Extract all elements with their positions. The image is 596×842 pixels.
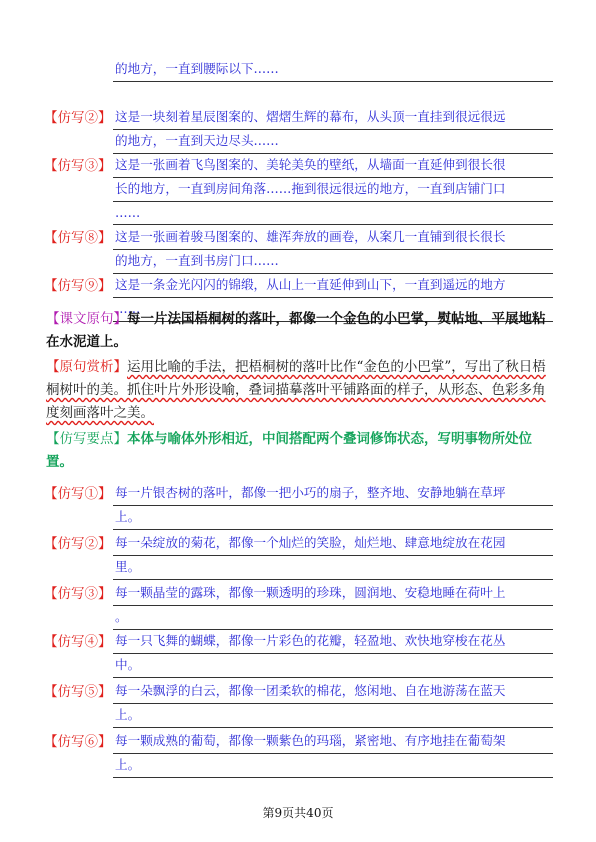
- imitation-tag: 【仿写④】: [44, 634, 112, 650]
- imitation-line: 的地方，一直到天边尽头……: [113, 130, 553, 154]
- imitation-line: 长的地方，一直到房间角落……拖到很远很远的地方，一直到店铺门口: [113, 178, 553, 202]
- imitation-tag: 【仿写⑤】: [44, 684, 112, 700]
- points-tag: 【仿写要点】: [46, 431, 127, 447]
- imitation-line: 。: [113, 606, 553, 630]
- imitation-line: 中。: [113, 654, 553, 678]
- imitation-lines: [113, 730, 553, 778]
- imitation-line: 这是一张画着飞鸟图案的、美轮美奂的壁纸，从墙面一直延伸到很长很: [113, 154, 553, 178]
- imitation-lines: [113, 680, 553, 728]
- imitation-lines: [113, 532, 553, 580]
- imitation-line: ……: [113, 202, 553, 226]
- imitation-line: 每一朵飘浮的白云，都像一团柔软的棉花，悠闲地、自在地游荡在蓝天: [113, 680, 553, 704]
- original-sentence: [46, 308, 554, 354]
- imitation-tag: 【仿写②】: [44, 110, 112, 126]
- imitation-tag: 【仿写②】: [44, 536, 112, 552]
- page-footer: 第9页共40页: [262, 806, 334, 820]
- imitation-lines: [113, 226, 553, 274]
- imitation-line: 每一片银杏树的落叶，都像一把小巧的扇子，整齐地、安静地躺在草坪: [113, 482, 553, 506]
- imitation-tag: 【仿写⑧】: [44, 230, 112, 246]
- imitation-line: 里。: [113, 556, 553, 580]
- imitation-line: 的地方，一直到书房门口……: [113, 250, 553, 274]
- imitation-lines: [113, 154, 553, 225]
- imitation-tag: 【仿写③】: [44, 586, 112, 602]
- imitation-lines: [113, 582, 553, 630]
- imitation-line: 上。: [113, 704, 553, 728]
- sentence-analysis: [46, 356, 554, 425]
- imitation-line: 上。: [113, 506, 553, 530]
- imitation-lines: [113, 106, 553, 154]
- points-text: 本体与喻体外形相近，中间搭配两个叠词修饰状态，写明事物所处位置。: [46, 431, 532, 470]
- imitation-lines: [113, 482, 553, 530]
- imitation-tag: 【仿写③】: [44, 158, 112, 174]
- imitation-line: 这是一块刻着星辰图案的、熠熠生辉的幕布，从头顶一直挂到很远很远: [113, 106, 553, 130]
- imitation-line: 每一颗成熟的葡萄，都像一颗紫色的玛瑙，紧密地、有序地挂在葡萄架: [113, 730, 553, 754]
- imitation-points: [46, 428, 554, 474]
- imitation-line: 每一颗晶莹的露珠，都像一颗透明的珍珠，圆润地、安稳地睡在荷叶上: [113, 582, 553, 606]
- imitation-tag: 【仿写⑥】: [44, 734, 112, 750]
- analysis-text: 运用比喻的手法，把梧桐树的落叶比作“金色的小巴掌”，写出了秋日梧桐树叶的美。抓住叶片外形设喻，叠词描摹落叶平铺路面的样子，从形态、色彩多角度刻画落叶之美。: [46, 359, 546, 421]
- imitation-line: 这是一条金光闪闪的锦缎，从山上一直延伸到山下，一直到遥远的地方: [113, 274, 553, 298]
- imitation-line: 这是一张画着骏马图案的、雄浑奔放的画卷，从案几一直铺到很长很长: [113, 226, 553, 250]
- original-tag: 【课文原句】: [46, 311, 127, 327]
- continued-line: 的地方，一直到腰际以下……: [113, 58, 553, 82]
- imitation-tag: 【仿写①】: [44, 486, 112, 502]
- imitation-line: ……: [113, 298, 553, 322]
- imitation-line: 上。: [113, 754, 553, 778]
- analysis-tag: 【原句赏析】: [46, 359, 127, 375]
- imitation-line: 每一朵绽放的菊花，都像一个灿烂的笑脸，灿烂地、肆意地绽放在花园: [113, 532, 553, 556]
- imitation-line: 每一只飞舞的蝴蝶，都像一片彩色的花瓣，轻盈地、欢快地穿梭在花丛: [113, 630, 553, 654]
- imitation-tag: 【仿写⑨】: [44, 278, 112, 294]
- original-text: 每一片法国梧桐树的落叶，都像一个金色的小巴掌，熨帖地、平展地粘在水泥道上。: [46, 311, 546, 350]
- imitation-lines: [113, 630, 553, 678]
